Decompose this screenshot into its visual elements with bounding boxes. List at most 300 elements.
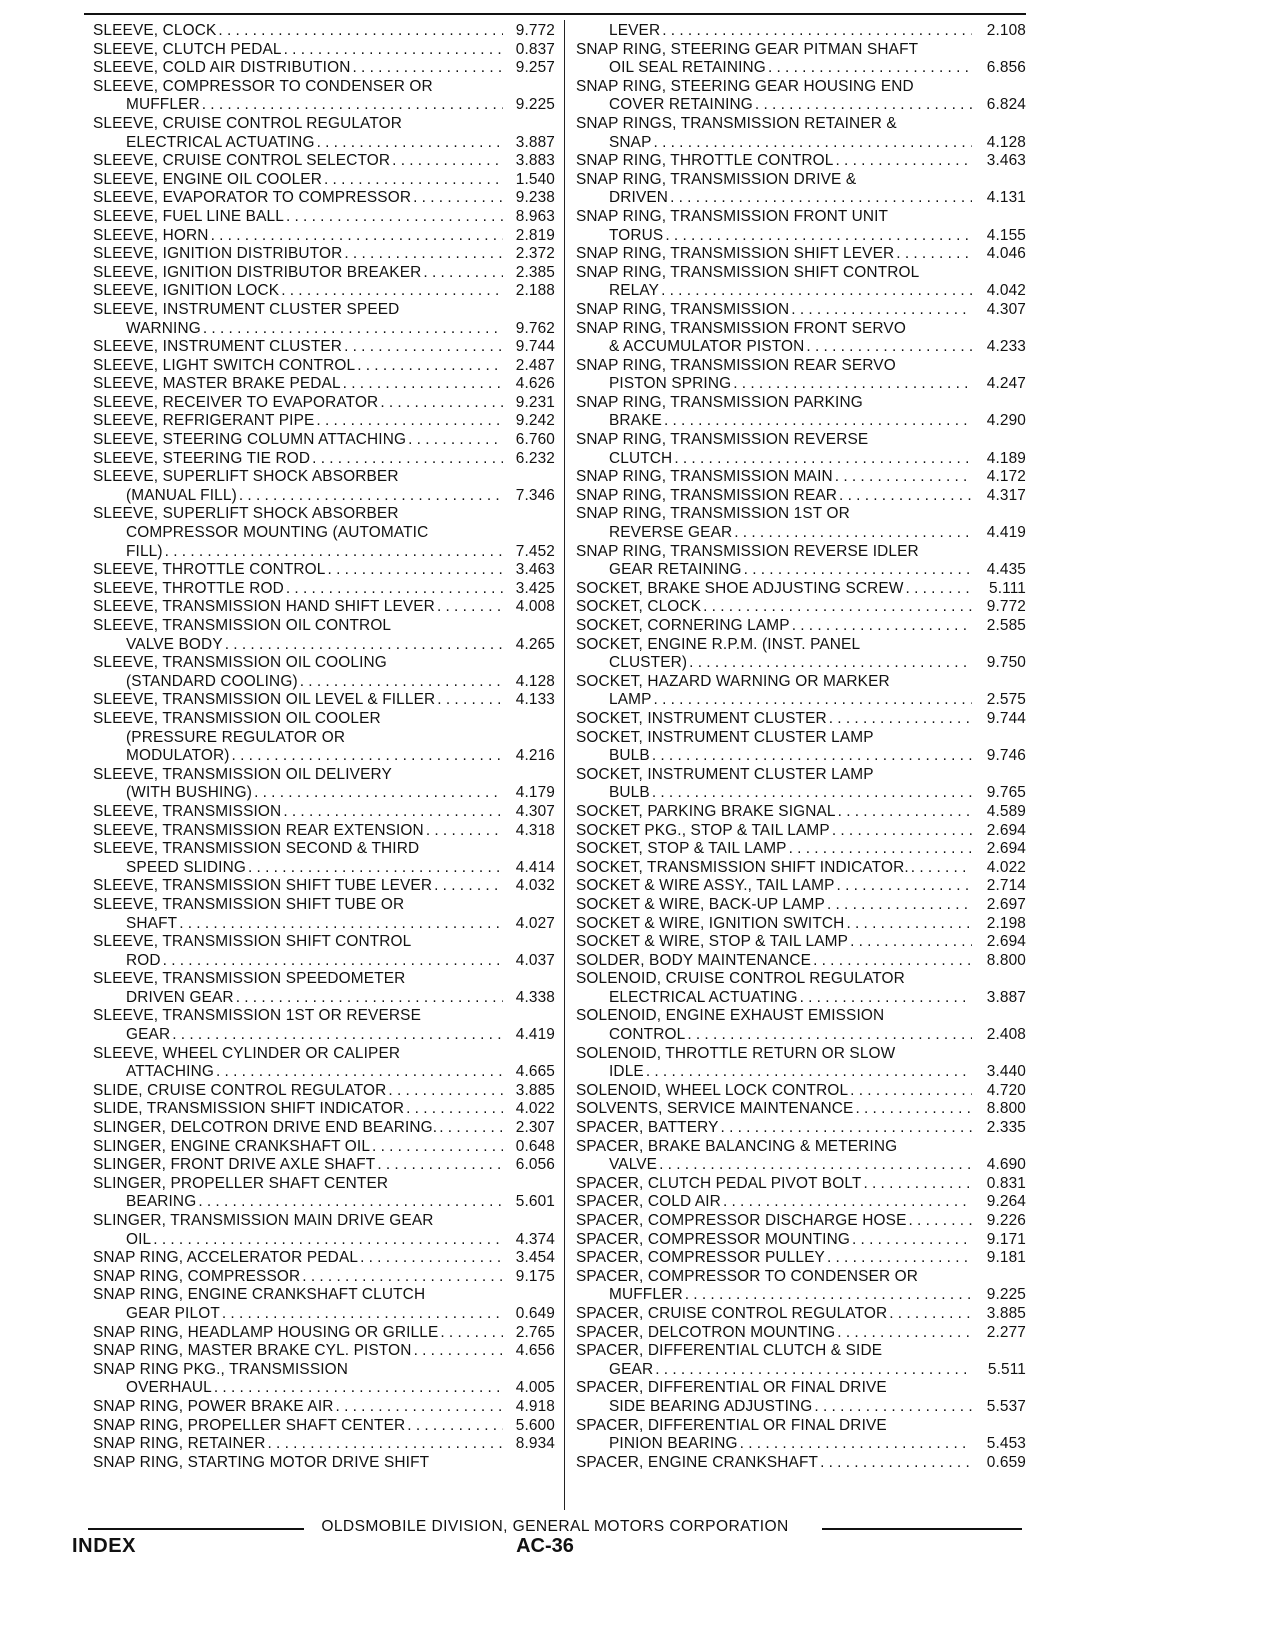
index-entry xyxy=(576,1193,1026,1212)
entry-text: BEARING xyxy=(126,1193,197,1211)
index-entry xyxy=(576,766,1026,785)
leader-dots xyxy=(650,784,972,803)
index-entry xyxy=(576,598,1026,617)
index-entry xyxy=(93,1454,555,1473)
entry-text: SLEEVE, ENGINE OIL COOLER xyxy=(93,170,322,188)
entry-text: LAMP xyxy=(609,691,652,709)
index-entry xyxy=(576,394,1026,413)
leader-dots xyxy=(644,1063,972,1082)
entry-page-ref: 8.934 xyxy=(515,1435,555,1453)
index-entry xyxy=(93,1342,555,1361)
entry-page-ref: 9.257 xyxy=(515,59,555,77)
entry-page-ref: 6.824 xyxy=(986,96,1026,114)
left-column xyxy=(93,22,555,1472)
entry-page-ref: 9.264 xyxy=(986,1193,1026,1211)
index-entry xyxy=(93,933,555,952)
index-entry xyxy=(93,970,555,989)
footer-rule-right xyxy=(822,1528,1022,1530)
entry-text: SLEEVE, RECEIVER TO EVAPORATOR xyxy=(93,393,379,411)
index-entry xyxy=(93,859,555,878)
leader-dots xyxy=(342,338,503,357)
leader-dots xyxy=(830,822,972,841)
entry-text: SLEEVE, TRANSMISSION OIL COOLER xyxy=(93,709,381,727)
leader-dots xyxy=(432,877,503,896)
leader-dots xyxy=(719,1119,972,1138)
leader-dots xyxy=(279,282,503,301)
entry-page-ref: 4.265 xyxy=(515,635,555,653)
entry-text: BULB xyxy=(609,747,650,765)
entry-text: SOCKET, ENGINE R.P.M. (INST. PANEL xyxy=(576,635,861,653)
index-entry xyxy=(93,115,555,134)
index-entry xyxy=(93,1100,555,1119)
index-entry xyxy=(576,431,1026,450)
entry-text: SPACER, CRUISE CONTROL REGULATOR xyxy=(576,1304,888,1322)
entry-page-ref: 4.419 xyxy=(986,524,1026,542)
entry-text: SLEEVE, TRANSMISSION OIL CONTROL xyxy=(93,617,392,634)
entry-page-ref: 7.346 xyxy=(515,486,555,504)
entry-text: SPACER, DIFFERENTIAL OR FINAL DRIVE xyxy=(576,1379,887,1397)
entry-text: SOLENOID, WHEEL LOCK CONTROL xyxy=(576,1081,849,1099)
entry-text: SNAP RING, TRANSMISSION REVERSE xyxy=(576,431,869,449)
entry-text: SOCKET, PARKING BRAKE SIGNAL xyxy=(576,802,836,820)
entry-text: REVERSE GEAR xyxy=(609,524,733,542)
entry-text: ATTACHING xyxy=(126,1063,214,1081)
entry-text: WARNING xyxy=(126,319,201,337)
entry-text: SLEEVE, TRANSMISSION SHIFT TUBE LEVER xyxy=(93,877,433,895)
index-entry xyxy=(576,1398,1026,1417)
leader-dots xyxy=(848,933,972,952)
leader-dots xyxy=(657,1156,972,1175)
entry-page-ref: 4.589 xyxy=(986,802,1026,820)
leader-dots xyxy=(766,59,972,78)
index-entry xyxy=(576,1045,1026,1064)
entry-page-ref: 9.181 xyxy=(986,1249,1026,1267)
entry-text: SNAP RING, TRANSMISSION REAR xyxy=(576,486,838,504)
leader-dots xyxy=(835,1324,972,1343)
leader-dots xyxy=(209,227,503,246)
index-entry xyxy=(576,1342,1026,1361)
entry-page-ref: 3.883 xyxy=(515,152,555,170)
entry-page-ref: 9.175 xyxy=(515,1267,555,1285)
right-column xyxy=(576,22,1026,1472)
entry-text: SLEEVE, MASTER BRAKE PEDAL xyxy=(93,375,341,393)
leader-dots xyxy=(827,710,972,729)
entry-page-ref: 2.694 xyxy=(986,821,1026,839)
entry-page-ref: 2.487 xyxy=(515,356,555,374)
entry-text: GEAR xyxy=(609,1360,654,1378)
leader-dots xyxy=(825,1249,972,1268)
entry-text: SNAP RING, COMPRESSOR xyxy=(93,1267,301,1285)
leader-dots xyxy=(310,450,503,469)
entry-text: SLEEVE, STEERING TIE ROD xyxy=(93,449,311,467)
index-entry xyxy=(576,803,1026,822)
index-entry xyxy=(93,282,555,301)
entry-text: SLEEVE, INSTRUMENT CLUSTER SPEED xyxy=(93,300,400,318)
leader-dots xyxy=(742,561,972,580)
index-entry xyxy=(576,1286,1026,1305)
entry-text: SPEED SLIDING xyxy=(126,858,246,876)
index-entry xyxy=(576,1063,1026,1082)
entry-text: GEAR PILOT xyxy=(126,1304,220,1322)
entry-text: PINION BEARING xyxy=(609,1435,738,1453)
leader-dots xyxy=(342,245,503,264)
entry-text: SPACER, COMPRESSOR PULLEY xyxy=(576,1249,825,1267)
entry-page-ref: 4.338 xyxy=(515,988,555,1006)
entry-page-ref: 3.425 xyxy=(515,579,555,597)
entry-text: SOLVENTS, SERVICE MAINTENANCE xyxy=(576,1100,854,1118)
entry-text: SPACER, COMPRESSOR TO CONDENSER OR xyxy=(576,1267,919,1285)
entry-page-ref: 6.760 xyxy=(515,431,555,449)
entry-text: SOLENOID, ENGINE EXHAUST EMISSION xyxy=(576,1007,885,1025)
leader-dots xyxy=(653,1361,972,1380)
entry-text: COMPRESSOR MOUNTING (AUTOMATIC xyxy=(126,524,429,542)
index-entry xyxy=(93,784,555,803)
publisher-line: OLDSMOBILE DIVISION, GENERAL MOTORS CORPORATION xyxy=(321,1518,789,1535)
entry-text: ROD xyxy=(126,951,161,969)
leader-dots xyxy=(825,896,972,915)
leader-dots xyxy=(246,859,503,878)
section-label: INDEX xyxy=(72,1535,137,1557)
entry-text: SPACER, DIFFERENTIAL OR FINAL DRIVE xyxy=(576,1416,887,1434)
entry-text: SLINGER, ENGINE CRANKSHAFT OIL xyxy=(93,1137,371,1155)
index-entry xyxy=(576,1119,1026,1138)
entry-page-ref: 5.537 xyxy=(986,1397,1026,1415)
index-entry xyxy=(576,729,1026,748)
entry-page-ref: 3.463 xyxy=(515,561,555,579)
entry-text: SNAP RING, TRANSMISSION SHIFT LEVER xyxy=(576,245,895,263)
entry-page-ref: 4.133 xyxy=(515,691,555,709)
index-entry xyxy=(576,747,1026,766)
entry-page-ref: 9.750 xyxy=(986,654,1026,672)
index-entry xyxy=(576,896,1026,915)
entry-text: SLEEVE, IGNITION LOCK xyxy=(93,282,280,300)
entry-page-ref: 0.831 xyxy=(986,1174,1026,1192)
index-entry xyxy=(576,580,1026,599)
entry-page-ref: 2.372 xyxy=(515,245,555,263)
entry-text: MUFFLER xyxy=(126,96,200,114)
leader-dots xyxy=(412,1342,503,1361)
leader-dots xyxy=(281,803,503,822)
entry-text: SLEEVE, STEERING COLUMN ATTACHING xyxy=(93,431,407,449)
entry-text: SPACER, ENGINE CRANKSHAFT xyxy=(576,1453,819,1471)
index-entry xyxy=(576,859,1026,878)
entry-page-ref: 3.885 xyxy=(515,1081,555,1099)
entry-text: (PRESSURE REGULATOR OR xyxy=(126,728,346,746)
index-entry xyxy=(93,1249,555,1268)
index-entry xyxy=(93,1379,555,1398)
leader-dots xyxy=(237,487,503,506)
entry-text: SNAP RING, TRANSMISSION MAIN xyxy=(576,468,833,486)
index-entry xyxy=(93,543,555,562)
leader-dots xyxy=(787,840,972,859)
index-entry xyxy=(93,59,555,78)
index-entry xyxy=(576,1026,1026,1045)
index-entry xyxy=(576,487,1026,506)
leader-dots xyxy=(438,1324,503,1343)
leader-dots xyxy=(216,22,503,41)
entry-page-ref: 9.238 xyxy=(515,189,555,207)
index-entry xyxy=(93,264,555,283)
entry-text: SOLENOID, CRUISE CONTROL REGULATOR xyxy=(576,970,905,988)
leader-dots xyxy=(421,264,503,283)
leader-dots xyxy=(411,189,503,208)
index-entry xyxy=(93,654,555,673)
index-entry xyxy=(93,375,555,394)
leader-dots xyxy=(282,41,503,60)
index-entry xyxy=(576,952,1026,971)
entry-text: SLEEVE, HORN xyxy=(93,226,209,244)
entry-page-ref: 4.307 xyxy=(986,300,1026,318)
entry-text: SOCKET, INSTRUMENT CLUSTER xyxy=(576,709,827,727)
entry-page-ref: 8.800 xyxy=(986,1100,1026,1118)
index-entry xyxy=(93,227,555,246)
leader-dots xyxy=(738,1435,972,1454)
entry-text: SLEEVE, SUPERLIFT SHOCK ABSORBER xyxy=(93,468,399,486)
entry-page-ref: 3.887 xyxy=(986,988,1026,1006)
leader-dots xyxy=(833,152,972,171)
index-entry xyxy=(93,450,555,469)
entry-text: ELECTRICAL ACTUATING xyxy=(126,133,315,151)
index-entry xyxy=(93,822,555,841)
entry-text: SOCKET, BRAKE SHOE ADJUSTING SCREW xyxy=(576,579,904,597)
entry-page-ref: 0.837 xyxy=(515,40,555,58)
entry-page-ref: 2.585 xyxy=(986,617,1026,634)
leader-dots xyxy=(265,1435,503,1454)
entry-page-ref: 2.198 xyxy=(986,914,1026,932)
leader-dots xyxy=(252,784,503,803)
index-entry xyxy=(93,877,555,896)
entry-page-ref: 2.277 xyxy=(986,1323,1026,1341)
entry-text: SNAP RING, ACCELERATOR PEDAL xyxy=(93,1249,359,1267)
leader-dots xyxy=(298,673,503,692)
entry-text: SLEEVE, CLOCK xyxy=(93,22,217,39)
index-entry xyxy=(576,822,1026,841)
entry-text: SOCKET & WIRE ASSY., TAIL LAMP xyxy=(576,877,835,895)
index-entry xyxy=(93,1212,555,1231)
entry-text: SNAP RING, TRANSMISSION FRONT UNIT xyxy=(576,207,889,225)
entry-text: MODULATOR) xyxy=(126,747,230,765)
page-number: AC-36 xyxy=(516,1535,574,1557)
index-entry xyxy=(93,840,555,859)
entry-page-ref: 3.887 xyxy=(515,133,555,151)
leader-dots xyxy=(170,1026,503,1045)
entry-page-ref: 0.659 xyxy=(986,1453,1026,1471)
index-entry xyxy=(576,282,1026,301)
entry-text: SPACER, BRAKE BALANCING & METERING xyxy=(576,1137,898,1155)
index-entry xyxy=(93,636,555,655)
index-entry xyxy=(576,338,1026,357)
index-entry xyxy=(93,1417,555,1436)
entry-text: SLEEVE, THROTTLE CONTROL xyxy=(93,561,326,579)
entry-page-ref: 8.800 xyxy=(986,951,1026,969)
index-entry xyxy=(576,357,1026,376)
entry-page-ref: 2.694 xyxy=(986,933,1026,951)
index-entry xyxy=(576,375,1026,394)
index-entry xyxy=(93,1398,555,1417)
index-entry xyxy=(576,468,1026,487)
entry-text: BRAKE xyxy=(609,412,662,430)
entry-page-ref: 4.022 xyxy=(515,1100,555,1118)
entry-page-ref: 5.600 xyxy=(515,1416,555,1434)
entry-page-ref: 4.720 xyxy=(986,1081,1026,1099)
entry-text: SOCKET, STOP & TAIL LAMP xyxy=(576,840,787,858)
leader-dots xyxy=(812,1398,972,1417)
entry-page-ref: 4.318 xyxy=(515,821,555,839)
entry-page-ref: 9.231 xyxy=(515,393,555,411)
entry-text: SLEEVE, EVAPORATOR TO COMPRESSOR xyxy=(93,189,412,207)
entry-page-ref: 2.819 xyxy=(515,226,555,244)
leader-dots xyxy=(220,1305,503,1324)
top-rule xyxy=(84,13,1026,15)
leader-dots xyxy=(435,598,503,617)
index-entry xyxy=(576,152,1026,171)
entry-page-ref: 4.247 xyxy=(986,375,1026,393)
index-entry xyxy=(93,1007,555,1026)
leader-dots xyxy=(405,1417,503,1436)
leader-dots xyxy=(685,1026,972,1045)
entry-text: SPACER, COMPRESSOR DISCHARGE HOSE xyxy=(576,1212,907,1229)
index-entry xyxy=(576,915,1026,934)
index-entry xyxy=(576,1379,1026,1398)
index-entry xyxy=(93,1082,555,1101)
entry-text: SLEEVE, COMPRESSOR TO CONDENSER OR xyxy=(93,77,433,95)
index-entry xyxy=(576,1454,1026,1473)
entry-page-ref: 4.022 xyxy=(986,858,1026,876)
leader-dots xyxy=(230,747,503,766)
entry-text: OVERHAUL xyxy=(126,1379,212,1397)
entry-page-ref: 4.290 xyxy=(986,412,1026,430)
entry-text: SOCKET, CLOCK xyxy=(576,598,702,616)
entry-text: SOCKET, TRANSMISSION SHIFT INDICATOR. xyxy=(576,858,909,876)
entry-text: SLEEVE, REFRIGERANT PIPE xyxy=(93,412,315,430)
leader-dots xyxy=(315,134,503,153)
entry-page-ref: 9.225 xyxy=(515,96,555,114)
index-entry xyxy=(576,1417,1026,1436)
entry-text: SLEEVE, THROTTLE ROD xyxy=(93,579,284,597)
leader-dots xyxy=(201,320,503,339)
entry-page-ref: 2.575 xyxy=(986,691,1026,709)
entry-page-ref: 3.885 xyxy=(986,1304,1026,1322)
leader-dots xyxy=(753,96,972,115)
entry-text: OIL SEAL RETAINING xyxy=(609,59,766,77)
entry-text: SLEEVE, TRANSMISSION SECOND & THIRD xyxy=(93,840,420,858)
entry-page-ref: 9.242 xyxy=(515,412,555,430)
entry-text: SNAP RING, MASTER BRAKE CYL. PISTON xyxy=(93,1342,412,1360)
entry-page-ref: 4.435 xyxy=(986,561,1026,579)
leader-dots xyxy=(687,654,972,673)
index-entry xyxy=(576,1435,1026,1454)
leader-dots xyxy=(833,468,972,487)
entry-page-ref: 4.046 xyxy=(986,245,1026,263)
column-divider xyxy=(564,20,565,1510)
index-entry xyxy=(93,171,555,190)
leader-dots xyxy=(848,1082,972,1101)
index-entry xyxy=(576,1175,1026,1194)
leader-dots xyxy=(652,134,972,153)
entry-page-ref: 3.440 xyxy=(986,1063,1026,1081)
entry-page-ref: 9.226 xyxy=(986,1212,1026,1229)
leader-dots xyxy=(404,1100,503,1119)
leader-dots xyxy=(835,877,972,896)
index-entry xyxy=(93,617,555,636)
entry-text: SNAP RING, PROPELLER SHAFT CENTER xyxy=(93,1416,406,1434)
entry-page-ref: 4.665 xyxy=(515,1063,555,1081)
entry-text: (WITH BUSHING) xyxy=(126,784,253,802)
index-entry xyxy=(93,357,555,376)
entry-page-ref: 4.037 xyxy=(515,951,555,969)
entry-page-ref: 4.128 xyxy=(986,133,1026,151)
leader-dots xyxy=(177,915,503,934)
leader-dots xyxy=(894,245,972,264)
index-entry xyxy=(576,543,1026,562)
entry-text: SOLENOID, THROTTLE RETURN OR SLOW xyxy=(576,1044,896,1062)
index-entry xyxy=(93,710,555,729)
index-entry xyxy=(576,1082,1026,1101)
leader-dots xyxy=(358,1249,503,1268)
index-entry xyxy=(93,561,555,580)
entry-page-ref: 9.772 xyxy=(515,22,555,39)
index-entry xyxy=(93,338,555,357)
leader-dots xyxy=(212,1379,503,1398)
index-entry xyxy=(93,580,555,599)
leader-dots xyxy=(334,1398,503,1417)
index-entry xyxy=(93,1286,555,1305)
entry-page-ref: 8.963 xyxy=(515,207,555,225)
entry-page-ref: 4.419 xyxy=(515,1026,555,1044)
entry-page-ref: 9.762 xyxy=(515,319,555,337)
entry-page-ref: 2.108 xyxy=(986,22,1026,39)
leader-dots xyxy=(837,487,972,506)
index-entry xyxy=(576,1007,1026,1026)
entry-text: SLEEVE, TRANSMISSION HAND SHIFT LEVER xyxy=(93,598,435,616)
leader-dots xyxy=(370,1138,503,1157)
leader-dots xyxy=(660,22,972,41)
entry-page-ref: 5.453 xyxy=(986,1435,1026,1453)
entry-page-ref: 3.463 xyxy=(986,152,1026,170)
leader-dots xyxy=(163,543,503,562)
leader-dots xyxy=(355,357,503,376)
leader-dots xyxy=(406,431,503,450)
index-entry xyxy=(93,394,555,413)
entry-text: SLEEVE, TRANSMISSION OIL LEVEL & FILLER xyxy=(93,691,436,709)
index-entry xyxy=(576,1305,1026,1324)
entry-text: SOCKET & WIRE, BACK-UP LAMP xyxy=(576,895,825,913)
entry-page-ref: 4.189 xyxy=(986,449,1026,467)
entry-text: SIDE BEARING ADJUSTING xyxy=(609,1397,813,1415)
entry-text: SNAP RING, TRANSMISSION xyxy=(576,300,790,318)
leader-dots xyxy=(351,59,504,78)
entry-text: SLEEVE, CRUISE CONTROL REGULATOR xyxy=(93,114,402,132)
entry-text: CLUTCH xyxy=(609,449,673,467)
entry-text: SLEEVE, TRANSMISSION REAR EXTENSION xyxy=(93,821,424,839)
index-entry xyxy=(93,1361,555,1380)
entry-page-ref: 6.856 xyxy=(986,59,1026,77)
index-entry xyxy=(93,691,555,710)
entry-page-ref: 2.765 xyxy=(515,1323,555,1341)
leader-dots xyxy=(790,617,972,636)
entry-text: (MANUAL FILL) xyxy=(126,486,237,504)
leader-dots xyxy=(300,1268,503,1287)
index-entry xyxy=(93,1324,555,1343)
entry-text: SPACER, DELCOTRON MOUNTING xyxy=(576,1323,836,1341)
entry-page-ref: 0.649 xyxy=(515,1304,555,1322)
index-entry xyxy=(93,78,555,97)
index-entry xyxy=(576,171,1026,190)
entry-text: SLEEVE, COLD AIR DISTRIBUTION xyxy=(93,59,351,77)
index-entry xyxy=(576,636,1026,655)
entry-text: SNAP RING, TRANSMISSION SHIFT CONTROL xyxy=(576,263,920,281)
entry-text: SOCKET PKG., STOP & TAIL LAMP xyxy=(576,821,830,839)
